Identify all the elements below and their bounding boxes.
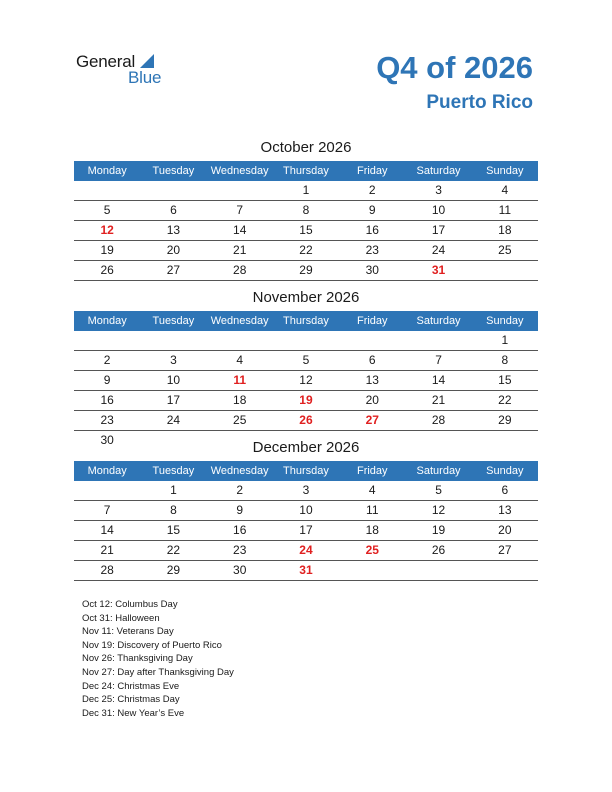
day-cell: 22 bbox=[166, 543, 181, 557]
day-cell: 13 bbox=[166, 223, 181, 237]
day-cell: 3 bbox=[302, 483, 310, 497]
week-row bbox=[74, 351, 538, 371]
weekday-label: Friday bbox=[356, 165, 388, 177]
week-row bbox=[74, 501, 538, 521]
day-cell: 2 bbox=[103, 353, 111, 367]
day-cell: 28 bbox=[431, 413, 446, 427]
month-calendar bbox=[74, 287, 538, 450]
month-title: October 2026 bbox=[260, 139, 352, 156]
day-cell: 1 bbox=[170, 483, 177, 497]
page-subtitle: Puerto Rico bbox=[426, 92, 533, 113]
weekday-label: Thursday bbox=[283, 315, 329, 327]
day-cell: 19 bbox=[100, 243, 114, 257]
day-cell: 7 bbox=[103, 503, 111, 517]
week-row bbox=[74, 241, 538, 261]
day-cell: 29 bbox=[166, 563, 181, 577]
weekday-header bbox=[74, 311, 538, 331]
day-cell: 18 bbox=[233, 393, 247, 407]
holiday-note: Oct 12: Columbus Day bbox=[82, 599, 178, 610]
week-row bbox=[74, 411, 538, 431]
week-row bbox=[74, 521, 538, 541]
weekday-label: Friday bbox=[356, 315, 388, 327]
week-row bbox=[74, 201, 538, 221]
day-cell: 7 bbox=[236, 203, 244, 217]
day-cell: 10 bbox=[166, 373, 181, 387]
holiday-note: Nov 11: Veterans Day bbox=[82, 626, 174, 638]
day-cell: 25 bbox=[365, 543, 379, 557]
day-cell: 6 bbox=[368, 353, 376, 367]
day-cell: 31 bbox=[431, 263, 446, 277]
logo-blue-text: Blue bbox=[128, 68, 162, 87]
day-cell: 2 bbox=[236, 483, 244, 497]
day-cell: 12 bbox=[299, 373, 313, 387]
logo bbox=[76, 52, 176, 92]
week-row bbox=[74, 391, 538, 411]
day-cell bbox=[74, 481, 140, 500]
day-cell: 2 bbox=[368, 183, 376, 197]
day-cell: 30 bbox=[100, 433, 114, 447]
day-cell: 27 bbox=[498, 543, 512, 557]
day-cell: 17 bbox=[166, 393, 181, 407]
day-cell: 4 bbox=[501, 183, 509, 197]
day-cell: 21 bbox=[431, 393, 446, 407]
weekday-label: Sunday bbox=[486, 465, 524, 477]
day-cell: 29 bbox=[498, 413, 512, 427]
day-cell: 23 bbox=[233, 543, 247, 557]
day-cell: 8 bbox=[302, 203, 310, 217]
day-cell bbox=[339, 331, 405, 350]
day-cell: 22 bbox=[299, 243, 313, 257]
week-row bbox=[74, 481, 538, 501]
holiday-note: Nov 26: Thanksgiving Day bbox=[82, 653, 193, 665]
day-cell: 15 bbox=[166, 523, 181, 537]
day-cell: 8 bbox=[170, 503, 177, 517]
day-cell: 30 bbox=[365, 263, 379, 277]
day-cell: 5 bbox=[302, 353, 310, 367]
weekday-label: Wednesday bbox=[210, 165, 269, 177]
holiday-note: Dec 25: Christmas Day bbox=[82, 694, 180, 706]
weekday-label: Monday bbox=[87, 165, 127, 177]
day-cell: 4 bbox=[368, 483, 376, 497]
day-cell: 21 bbox=[100, 543, 114, 557]
weekday-header bbox=[74, 461, 538, 481]
weekday-label: Wednesday bbox=[210, 315, 269, 327]
day-cell bbox=[207, 331, 273, 350]
day-cell: 6 bbox=[170, 203, 177, 217]
day-cell: 30 bbox=[233, 563, 247, 577]
day-cell: 9 bbox=[368, 203, 376, 217]
day-cell: 27 bbox=[365, 413, 379, 427]
day-cell: 25 bbox=[233, 413, 247, 427]
day-cell: 16 bbox=[365, 223, 379, 237]
holiday-note: Nov 27: Day after Thanksgiving Day bbox=[82, 666, 234, 678]
weekday-label: Saturday bbox=[416, 315, 461, 327]
day-cell: 24 bbox=[299, 543, 313, 557]
day-cell bbox=[405, 331, 471, 350]
week-row bbox=[74, 181, 538, 201]
day-cell: 11 bbox=[366, 503, 379, 517]
holiday-note: Nov 19: Discovery of Puerto Rico bbox=[82, 639, 222, 651]
week-row bbox=[74, 371, 538, 391]
day-cell: 17 bbox=[299, 523, 313, 537]
day-cell: 28 bbox=[233, 263, 247, 277]
month-title: November 2026 bbox=[252, 289, 360, 306]
day-cell: 3 bbox=[435, 183, 442, 197]
weekday-label: Tuesday bbox=[152, 315, 195, 327]
day-cell: 19 bbox=[431, 523, 446, 537]
day-cell: 10 bbox=[299, 503, 313, 517]
day-cell: 13 bbox=[498, 503, 512, 517]
day-cell bbox=[405, 561, 471, 580]
day-cell bbox=[140, 331, 206, 350]
day-cell bbox=[339, 561, 405, 580]
day-cell: 12 bbox=[431, 503, 446, 517]
day-cell: 23 bbox=[365, 243, 379, 257]
weekday-label: Friday bbox=[356, 465, 388, 477]
day-cell: 14 bbox=[431, 373, 446, 387]
day-cell bbox=[140, 181, 206, 200]
weekday-label: Wednesday bbox=[210, 465, 269, 477]
day-cell: 21 bbox=[233, 243, 247, 257]
day-cell: 16 bbox=[100, 393, 114, 407]
day-cell: 18 bbox=[498, 223, 512, 237]
week-row bbox=[74, 561, 538, 581]
day-cell: 11 bbox=[498, 203, 512, 217]
day-cell bbox=[472, 561, 538, 580]
week-row bbox=[74, 541, 538, 561]
page-title: Q4 of 2026 bbox=[376, 50, 533, 85]
day-cell: 9 bbox=[103, 373, 111, 387]
day-cell: 13 bbox=[365, 373, 379, 387]
day-cell bbox=[472, 261, 538, 280]
day-cell: 17 bbox=[431, 223, 446, 237]
day-cell: 23 bbox=[100, 413, 114, 427]
day-cell: 28 bbox=[100, 563, 114, 577]
day-cell: 5 bbox=[103, 203, 111, 217]
month-title: December 2026 bbox=[252, 439, 360, 456]
day-cell: 31 bbox=[299, 563, 313, 577]
day-cell: 15 bbox=[299, 223, 313, 237]
holiday-note: Oct 31: Halloween bbox=[82, 612, 160, 624]
day-cell: 26 bbox=[100, 263, 114, 277]
weekday-label: Monday bbox=[87, 465, 127, 477]
weekday-label: Thursday bbox=[283, 465, 329, 477]
day-cell: 10 bbox=[431, 203, 446, 217]
day-cell: 20 bbox=[166, 243, 181, 257]
weekday-label: Thursday bbox=[283, 165, 329, 177]
day-cell: 24 bbox=[431, 243, 446, 257]
week-row bbox=[74, 331, 538, 351]
day-cell bbox=[74, 181, 140, 200]
day-cell: 14 bbox=[233, 223, 247, 237]
day-cell bbox=[207, 181, 273, 200]
day-cell: 5 bbox=[435, 483, 442, 497]
day-cell: 20 bbox=[498, 523, 512, 537]
weekday-label: Saturday bbox=[416, 165, 461, 177]
day-cell: 19 bbox=[299, 393, 313, 407]
day-cell: 29 bbox=[299, 263, 313, 277]
day-cell: 1 bbox=[501, 333, 509, 347]
week-row bbox=[74, 221, 538, 241]
day-cell: 7 bbox=[435, 353, 442, 367]
day-cell: 6 bbox=[501, 483, 509, 497]
day-cell: 16 bbox=[233, 523, 247, 537]
holiday-note: Dec 31: New Year’s Eve bbox=[82, 707, 185, 719]
logo-triangle-icon bbox=[140, 54, 154, 68]
weekday-header bbox=[74, 161, 538, 181]
holiday-notes bbox=[82, 598, 234, 720]
day-cell: 4 bbox=[236, 353, 244, 367]
day-cell: 14 bbox=[100, 523, 114, 537]
day-cell: 26 bbox=[431, 543, 446, 557]
day-cell: 12 bbox=[100, 223, 114, 237]
holiday-note: Dec 24: Christmas Eve bbox=[82, 680, 180, 692]
day-cell: 3 bbox=[170, 353, 177, 367]
day-cell: 8 bbox=[501, 353, 509, 367]
logo-general-text: General bbox=[76, 52, 136, 71]
day-cell: 18 bbox=[365, 523, 379, 537]
day-cell bbox=[74, 331, 140, 350]
weekday-label: Monday bbox=[87, 315, 127, 327]
day-cell: 11 bbox=[233, 373, 247, 387]
weekday-label: Sunday bbox=[486, 165, 524, 177]
day-cell: 20 bbox=[365, 393, 379, 407]
day-cell bbox=[273, 331, 339, 350]
month-calendar bbox=[74, 137, 538, 281]
weekday-label: Sunday bbox=[486, 315, 524, 327]
day-cell: 24 bbox=[166, 413, 181, 427]
day-cell: 22 bbox=[498, 393, 512, 407]
day-cell: 26 bbox=[299, 413, 313, 427]
weekday-label: Tuesday bbox=[152, 165, 195, 177]
day-cell: 25 bbox=[498, 243, 512, 257]
day-cell: 1 bbox=[302, 183, 310, 197]
weekday-label: Tuesday bbox=[152, 465, 195, 477]
weekday-label: Saturday bbox=[416, 465, 461, 477]
day-cell: 9 bbox=[236, 503, 244, 517]
day-cell: 15 bbox=[498, 373, 512, 387]
month-calendar bbox=[74, 437, 538, 581]
day-cell: 27 bbox=[166, 263, 181, 277]
week-row bbox=[74, 261, 538, 281]
